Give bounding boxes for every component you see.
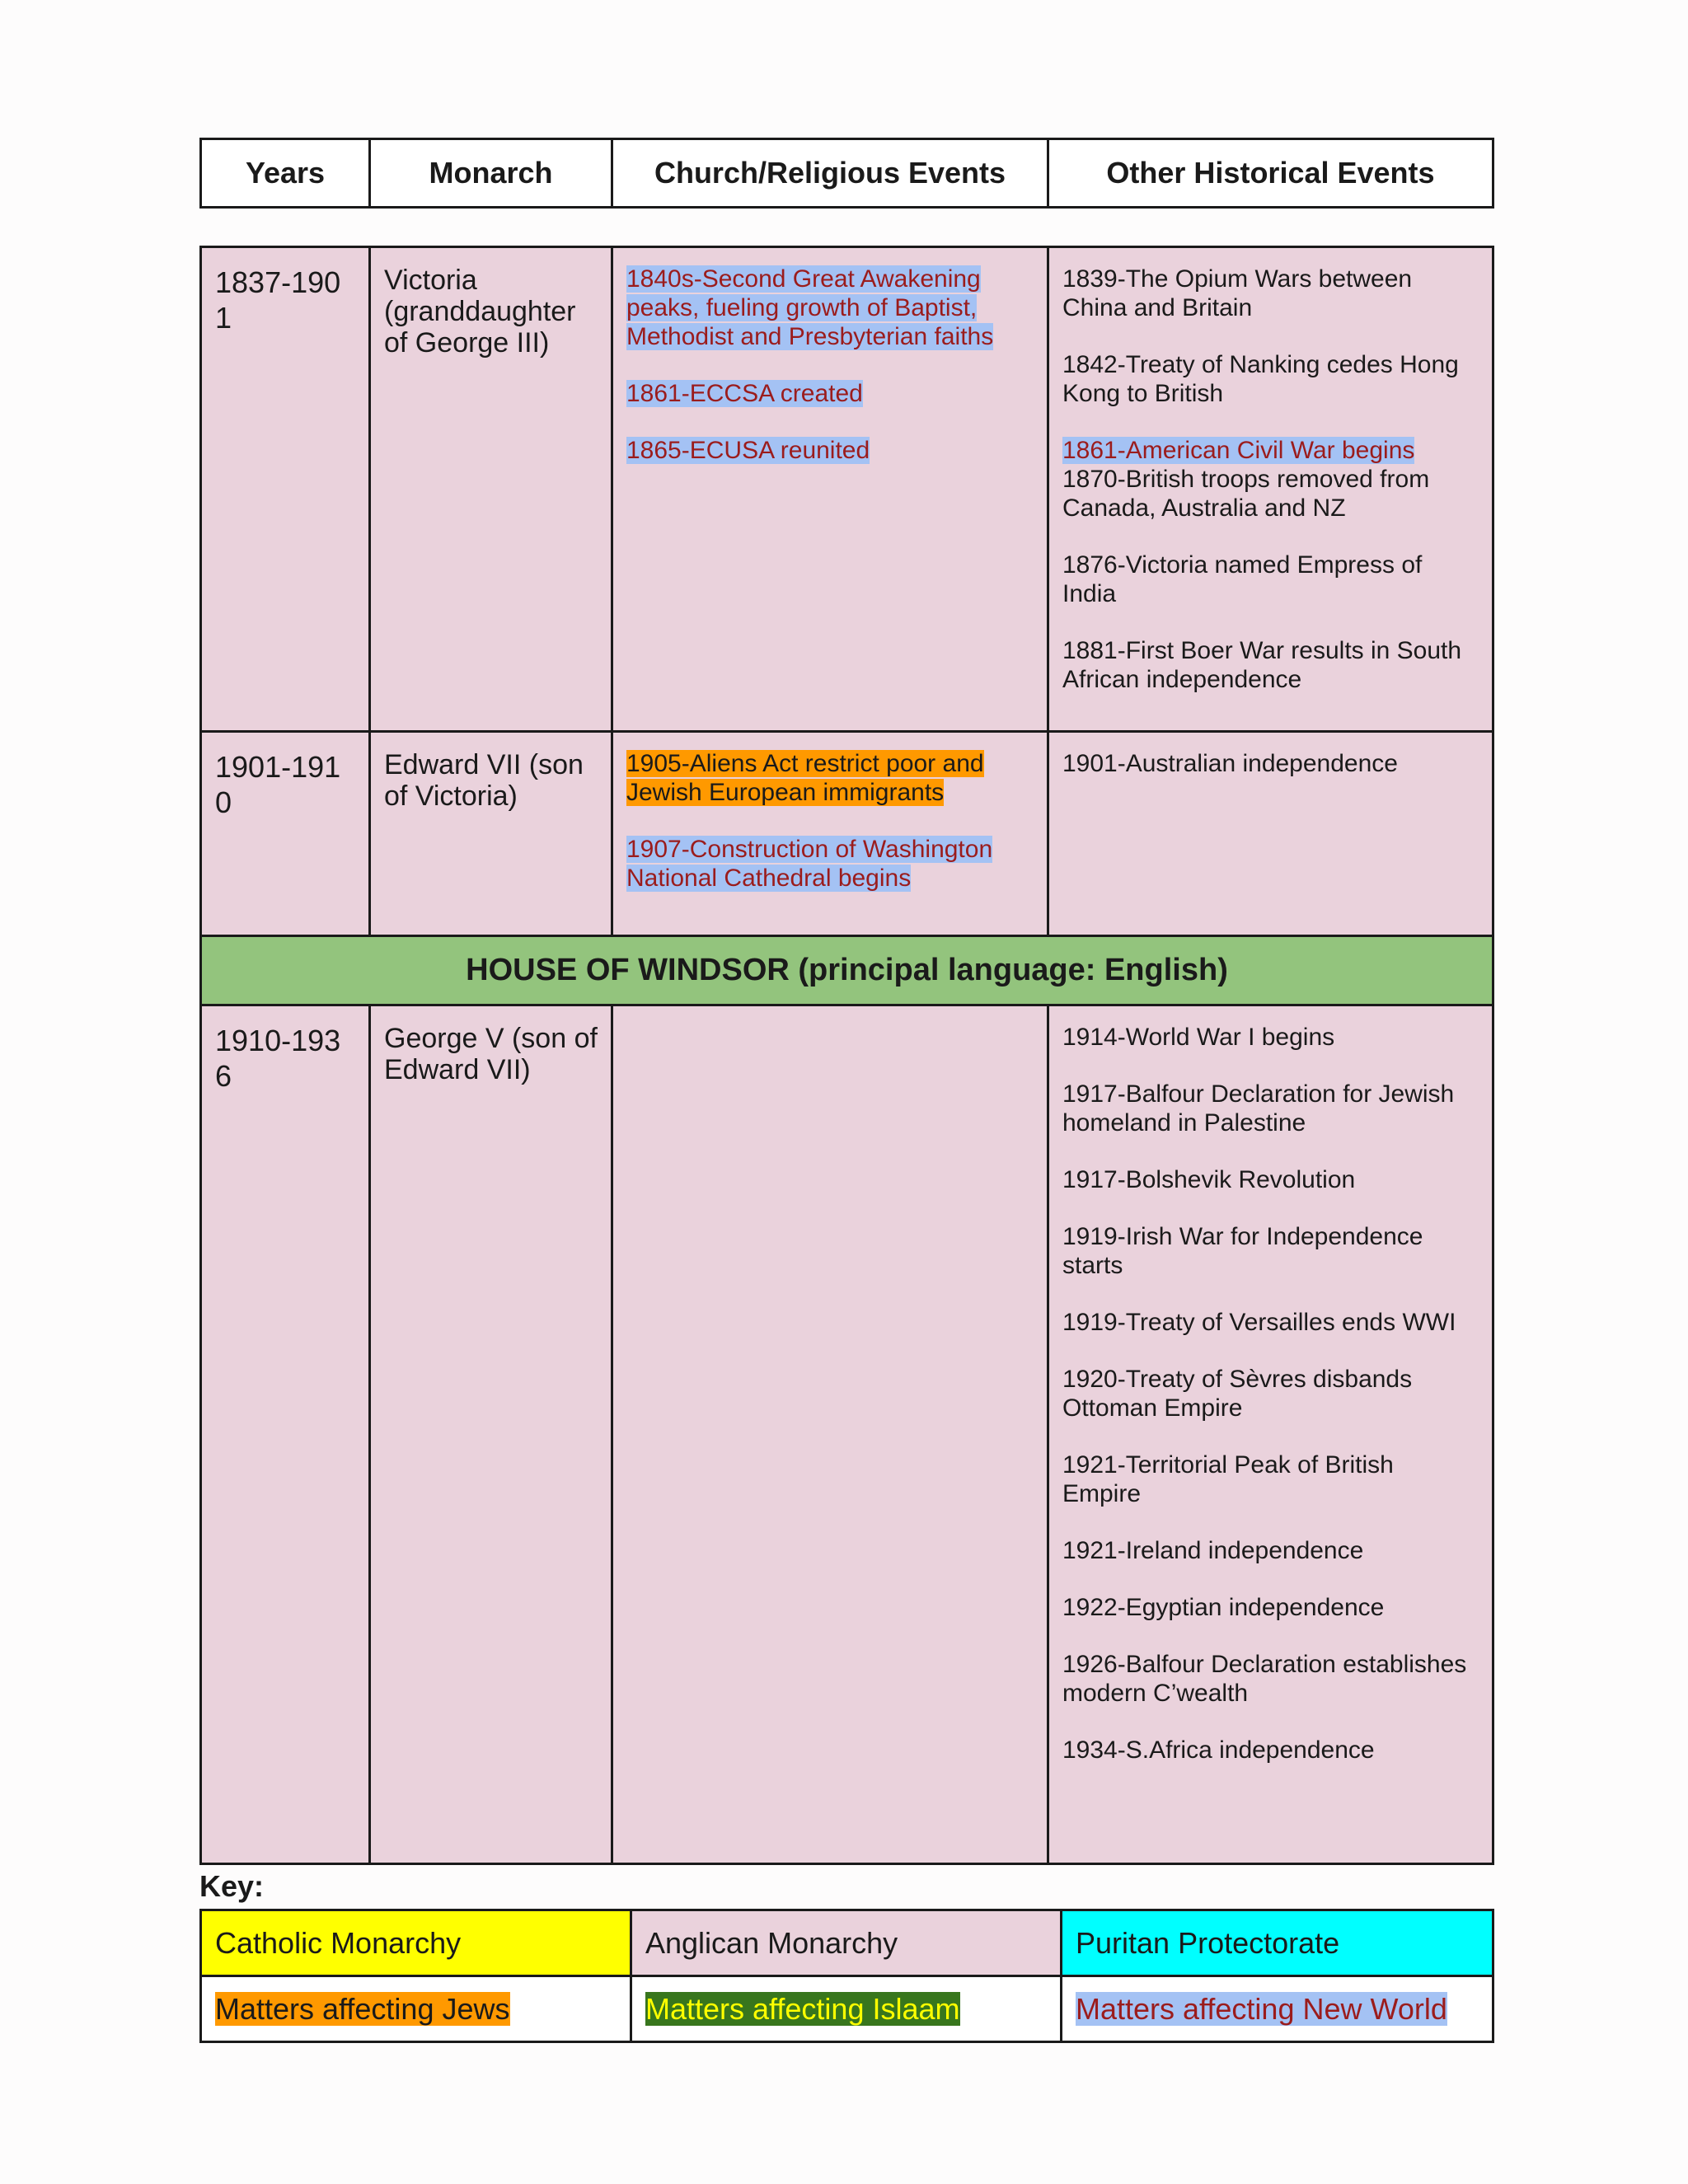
event-item: 1876-Victoria named Empress of India: [1062, 551, 1423, 607]
house-banner-row: [201, 936, 1493, 1005]
other-events-cell: [1048, 247, 1493, 732]
new-world-event: 1865-ECUSA reunited: [626, 437, 870, 464]
event-item: 1934-S.Africa independence: [1062, 1736, 1375, 1764]
event-item: 1919-Treaty of Versailles ends WWI: [1062, 1309, 1456, 1336]
color-key-table: [199, 1909, 1494, 2043]
years-cell: 1910-1936: [201, 1005, 370, 1864]
key-new-world-cell: [1062, 1976, 1493, 2042]
church-events-cell: [612, 247, 1048, 732]
jewish-matter-event: 1905-Aliens Act restrict poor and Jewish European immigrants: [626, 750, 984, 806]
monarchy-timeline-table: [199, 246, 1494, 1865]
monarch-cell: Victoria (granddaughter of George III): [370, 247, 612, 732]
house-of-windsor-banner: HOUSE OF WINDSOR (principal language: English): [201, 936, 1493, 1005]
event-item: 1926-Balfour Declaration establishes modern C’wealth: [1062, 1651, 1467, 1707]
new-world-event: 1861-American Civil War begins: [1062, 437, 1415, 464]
new-world-event: 1861-ECCSA created: [626, 380, 863, 407]
event-item: 1839-The Opium Wars between China and Britain: [1062, 265, 1413, 321]
column-header-table: [199, 138, 1494, 209]
key-catholic-monarchy: Catholic Monarchy: [201, 1910, 631, 1976]
event-item: 1901-Australian independence: [1062, 750, 1398, 777]
key-matters-new-world: Matters affecting New World: [1076, 1991, 1447, 2026]
table-row-george-v: [201, 1005, 1493, 1864]
years-cell: 1837-1901: [201, 247, 370, 732]
table-row-victoria: [201, 247, 1493, 732]
key-title: Key:: [199, 1869, 265, 1903]
new-world-event: 1907-Construction of Washington National Cathedral begins: [626, 836, 993, 892]
monarch-cell: Edward VII (son of Victoria): [370, 732, 612, 936]
event-item: 1920-Treaty of Sèvres disbands Ottoman Empire: [1062, 1366, 1413, 1422]
table-row-edward-vii: [201, 732, 1493, 936]
event-item: 1921-Ireland independence: [1062, 1537, 1364, 1564]
event-item: 1881-First Boer War results in South African independence: [1062, 637, 1462, 693]
event-item: 1917-Bolshevik Revolution: [1062, 1166, 1356, 1193]
event-item: 1917-Balfour Declaration for Jewish homeland in Palestine: [1062, 1080, 1455, 1137]
event-item: 1870-British troops removed from Canada, Australia and NZ: [1062, 466, 1430, 522]
key-anglican-monarchy: Anglican Monarchy: [631, 1910, 1062, 1976]
header-other-events: Other Historical Events: [1048, 139, 1493, 208]
header-years: Years: [201, 139, 370, 208]
other-events-cell: [1048, 732, 1493, 936]
key-puritan-protectorate: Puritan Protectorate: [1062, 1910, 1493, 1976]
key-islam-cell: [631, 1976, 1062, 2042]
event-item: 1914-World War I begins: [1062, 1024, 1335, 1051]
key-jews-cell: [201, 1976, 631, 2042]
event-item: 1921-Territorial Peak of British Empire: [1062, 1451, 1394, 1507]
monarch-cell: George V (son of Edward VII): [370, 1005, 612, 1864]
key-matters-jews: Matters affecting Jews: [215, 1991, 510, 2026]
event-item: 1919-Irish War for Independence starts: [1062, 1223, 1423, 1279]
header-church-events: Church/Religious Events: [612, 139, 1048, 208]
key-matters-islam: Matters affecting Islaam: [645, 1991, 960, 2026]
new-world-event: 1840s-Second Great Awakening peaks, fueling growth of Baptist, Methodist and Presbyterian faiths: [626, 265, 994, 350]
church-events-cell: [612, 1005, 1048, 1864]
header-monarch: Monarch: [370, 139, 612, 208]
event-item: 1922-Egyptian independence: [1062, 1594, 1385, 1621]
event-item: 1842-Treaty of Nanking cedes Hong Kong to British: [1062, 351, 1459, 407]
years-cell: 1901-1910: [201, 732, 370, 936]
other-events-cell: [1048, 1005, 1493, 1864]
church-events-cell: [612, 732, 1048, 936]
